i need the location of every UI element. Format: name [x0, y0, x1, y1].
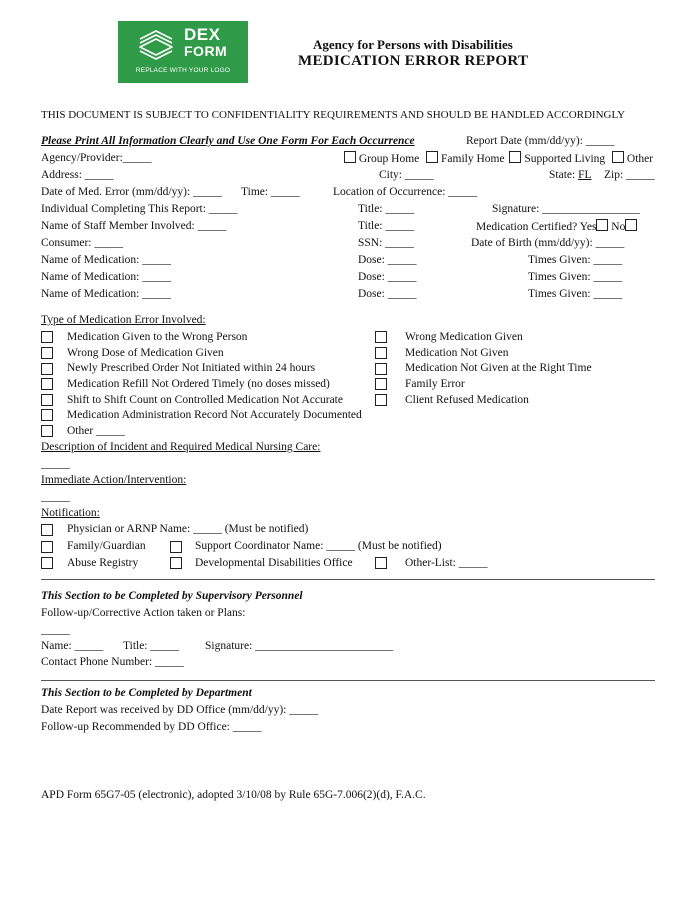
- completer-title-field[interactable]: Title: _____: [358, 203, 415, 215]
- supervisor-name-field[interactable]: Name: _____: [41, 640, 104, 652]
- physician-checkbox[interactable]: [41, 524, 53, 536]
- agency-name: Agency for Persons with Disabilities: [313, 37, 513, 52]
- description-field[interactable]: _____: [41, 458, 70, 470]
- section-divider: [41, 680, 655, 681]
- error-type-other-field[interactable]: Other _____: [67, 425, 125, 437]
- medication-name-3-field[interactable]: Name of Medication: _____: [41, 288, 171, 300]
- error-type-label: Medication Given to the Wrong Person: [67, 331, 248, 343]
- dose-1-field[interactable]: Dose: _____: [358, 254, 417, 266]
- completer-signature-field[interactable]: Signature: _________________: [492, 203, 640, 215]
- error-type-label: Wrong Medication Given: [405, 331, 523, 343]
- report-date-field[interactable]: Report Date (mm/dd/yy): _____: [466, 135, 615, 147]
- immediate-action-heading: Immediate Action/Intervention:: [41, 474, 187, 486]
- yes-label: Yes: [579, 221, 597, 233]
- date-of-error-field[interactable]: Date of Med. Error (mm/dd/yy): _____: [41, 186, 222, 198]
- error-type-checkbox[interactable]: [41, 378, 53, 390]
- error-type-label: Client Refused Medication: [405, 394, 529, 406]
- no-label: No: [611, 221, 626, 233]
- abuse-registry-checkbox[interactable]: [41, 557, 53, 569]
- error-types-heading: Type of Medication Error Involved:: [41, 314, 206, 326]
- logo-line1: DEX: [184, 25, 221, 44]
- supported-living-label: Supported Living: [524, 153, 606, 165]
- ssn-field[interactable]: SSN: _____: [358, 237, 414, 249]
- address-field[interactable]: Address: _____: [41, 169, 114, 181]
- error-type-label: Medication Not Given at the Right Time: [405, 362, 592, 374]
- error-type-label: Family Error: [405, 378, 465, 390]
- group-home-label: Group Home: [358, 153, 420, 165]
- dd-office-label: Developmental Disabilities Office: [195, 557, 353, 569]
- zip-field[interactable]: Zip: _____: [604, 169, 655, 181]
- state-value: FL: [578, 169, 592, 181]
- notification-heading: Notification:: [41, 507, 100, 519]
- error-type-label: Newly Prescribed Order Not Initiated within 24 hours: [67, 362, 316, 374]
- contact-phone-field[interactable]: Contact Phone Number: _____: [41, 656, 184, 668]
- medication-name-1-field[interactable]: Name of Medication: _____: [41, 254, 171, 266]
- error-type-label: Medication Refill Not Ordered Timely (no doses missed): [67, 378, 330, 390]
- family-home-checkbox[interactable]: [426, 151, 438, 163]
- error-type-label: Medication Not Given: [405, 347, 509, 359]
- medication-name-2-field[interactable]: Name of Medication: _____: [41, 271, 171, 283]
- other-list-checkbox[interactable]: [375, 557, 387, 569]
- other-list-field[interactable]: Other-List: _____: [405, 557, 488, 569]
- error-type-label: Shift to Shift Count on Controlled Medication Not Accurate: [67, 394, 343, 406]
- form-stack-icon: [136, 27, 176, 63]
- other-setting-label: Other: [626, 153, 654, 165]
- logo: [118, 21, 248, 83]
- consumer-field[interactable]: Consumer: _____: [41, 237, 124, 249]
- logo-line2: FORM: [184, 43, 228, 59]
- agency-provider-field[interactable]: Agency/Provider:_____: [41, 152, 152, 164]
- error-type-checkbox[interactable]: [375, 394, 387, 406]
- supported-living-checkbox[interactable]: [509, 151, 521, 163]
- error-type-checkbox[interactable]: [375, 331, 387, 343]
- dd-office-checkbox[interactable]: [170, 557, 182, 569]
- followup-field[interactable]: _____: [41, 624, 70, 636]
- medication-certified: [476, 219, 637, 233]
- setting-options: [344, 151, 653, 165]
- error-type-checkbox[interactable]: [41, 394, 53, 406]
- followup-label: Follow-up/Corrective Action taken or Plans:: [41, 607, 246, 619]
- error-type-checkbox[interactable]: [41, 347, 53, 359]
- supervisory-heading: This Section to be Completed by Supervisory Personnel: [41, 590, 303, 602]
- times-given-2-field[interactable]: Times Given: _____: [528, 271, 623, 283]
- state-field[interactable]: [549, 169, 592, 181]
- city-field[interactable]: City: _____: [379, 169, 434, 181]
- logo-tagline: REPLACE WITH YOUR LOGO: [135, 67, 231, 74]
- form-footer: APD Form 65G7-05 (electronic), adopted 3/10/08 by Rule 65G-7.006(2)(d), F.A.C.: [41, 789, 426, 801]
- date-received-field[interactable]: Date Report was received by DD Office (mm/dd/yy): _____: [41, 704, 318, 716]
- family-guardian-label: Family/Guardian: [67, 540, 146, 552]
- times-given-3-field[interactable]: Times Given: _____: [528, 288, 623, 300]
- department-heading: This Section to be Completed by Department: [41, 687, 252, 699]
- error-type-checkbox[interactable]: [41, 409, 53, 421]
- page-title: MEDICATION ERROR REPORT: [298, 53, 529, 69]
- dose-3-field[interactable]: Dose: _____: [358, 288, 417, 300]
- support-coordinator-field[interactable]: Support Coordinator Name: _____ (Must be notified): [195, 540, 442, 552]
- location-field[interactable]: Location of Occurrence: _____: [333, 186, 478, 198]
- error-type-checkbox[interactable]: [375, 363, 387, 375]
- error-type-checkbox[interactable]: [375, 347, 387, 359]
- abuse-registry-label: Abuse Registry: [67, 557, 139, 569]
- supervisor-signature-field[interactable]: Signature: ________________________: [205, 640, 394, 652]
- family-home-label: Family Home: [441, 153, 505, 165]
- error-type-checkbox[interactable]: [41, 363, 53, 375]
- instruction: Please Print All Information Clearly and Use One Form For Each Occurrence: [41, 135, 415, 147]
- error-type-label: Wrong Dose of Medication Given: [67, 347, 224, 359]
- error-type-label: Medication Administration Record Not Accurately Documented: [67, 409, 362, 421]
- support-coordinator-checkbox[interactable]: [170, 541, 182, 553]
- error-type-checkbox[interactable]: [41, 331, 53, 343]
- time-field[interactable]: Time: _____: [241, 186, 300, 198]
- dose-2-field[interactable]: Dose: _____: [358, 271, 417, 283]
- individual-completing-field[interactable]: Individual Completing This Report: _____: [41, 203, 238, 215]
- state-label: State:: [549, 169, 579, 181]
- dd-followup-field[interactable]: Follow-up Recommended by DD Office: _____: [41, 721, 262, 733]
- other-setting-checkbox[interactable]: [612, 151, 624, 163]
- medication-certified-label: Medication Certified?: [476, 221, 578, 233]
- physician-field[interactable]: Physician or ARNP Name: _____ (Must be notified): [67, 523, 309, 535]
- supervisor-title-field[interactable]: Title: _____: [123, 640, 180, 652]
- times-given-1-field[interactable]: Times Given: _____: [528, 254, 623, 266]
- section-divider: [41, 579, 655, 580]
- certified-yes-checkbox[interactable]: [596, 219, 608, 231]
- staff-title-field[interactable]: Title: _____: [358, 220, 415, 232]
- family-guardian-checkbox[interactable]: [41, 541, 53, 553]
- confidentiality-notice: THIS DOCUMENT IS SUBJECT TO CONFIDENTIALITY REQUIREMENTS AND SHOULD BE HANDLED ACCORDINGLY: [41, 109, 626, 121]
- immediate-action-field[interactable]: _____: [41, 491, 70, 503]
- error-type-other-checkbox[interactable]: [41, 425, 53, 437]
- group-home-checkbox[interactable]: [344, 151, 356, 163]
- certified-no-checkbox[interactable]: [625, 219, 637, 231]
- description-heading: Description of Incident and Required Medical Nursing Care:: [41, 441, 321, 453]
- date-of-birth-field[interactable]: Date of Birth (mm/dd/yy): _____: [471, 237, 625, 249]
- error-type-checkbox[interactable]: [375, 378, 387, 390]
- staff-member-field[interactable]: Name of Staff Member Involved: _____: [41, 220, 227, 232]
